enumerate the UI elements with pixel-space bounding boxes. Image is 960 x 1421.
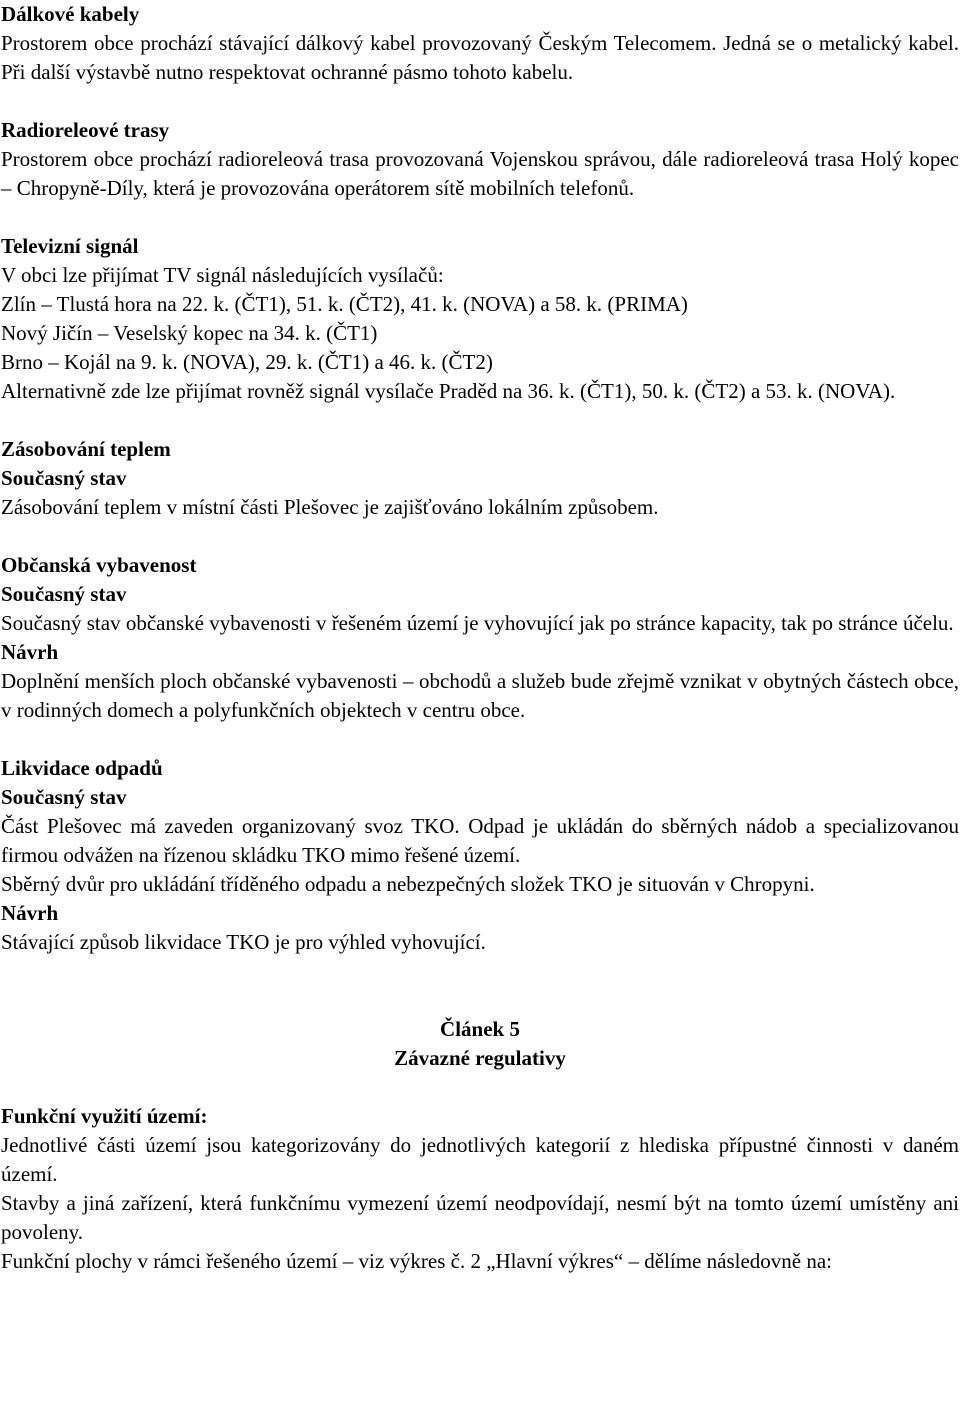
paragraph-obcanska-navrh: Doplnění menších ploch občanské vybavenosti – obchodů a služeb bude zřejmě vznikat v obytných částech obce, v rodinných domech a polyfunkčních objektech v centru obce. [1,669,959,722]
paragraph-dalkove-kabely: Prostorem obce prochází stávající dálkový kabel provozovaný Českým Telecomem. Jedná se o metalický kabel. Při další výstavbě nutno respektovat ochranné pásmo tohoto kabelu. [1,31,959,84]
tv-line-novy-jicin: Nový Jičín – Veselský kopec na 34. k. (ČT1) [1,321,378,345]
heading-likvidace-odpadu: Likvidace odpadů [1,756,163,780]
paragraph-funkcni-2: Stavby a jiná zařízení, která funkčnímu vymezení území neodpovídají, nesmí být na tomto území umístěny ani povoleny. [1,1191,959,1244]
tv-line-zlin: Zlín – Tlustá hora na 22. k. (ČT1), 51. k. (ČT2), 41. k. (NOVA) a 58. k. (PRIMA) [1,292,688,316]
paragraph-funkcni-1: Jednotlivé části území jsou kategorizovány do jednotlivých kategorií z hlediska přípustné činnosti v daném území. [1,1133,959,1186]
article-title: Článek 5 [440,1017,520,1041]
article-subtitle: Závazné regulativy [394,1046,566,1070]
tv-alternative: Alternativně zde lze přijímat rovněž signál vysílače Praděd na 36. k. (ČT1), 50. k. (ČT2) a 53. k. (NOVA). [1,379,896,403]
paragraph-odpad-navrh: Stávající způsob likvidace TKO je pro výhled vyhovující. [1,930,486,954]
heading-funkcni-vyuziti: Funkční využití území: [1,1104,208,1128]
tv-line-brno: Brno – Kojál na 9. k. (NOVA), 29. k. (ČT1) a 46. k. (ČT2) [1,350,493,374]
heading-televizni-signal: Televizní signál [1,234,139,258]
paragraph-funkcni-3: Funkční plochy v rámci řešeného území – viz výkres č. 2 „Hlavní výkres“ – dělíme následovně na: [1,1249,832,1273]
subheading-soucasny-stav-teplo: Současný stav [1,466,127,490]
paragraph-radioreleove-trasy: Prostorem obce prochází radioreleová trasa provozovaná Vojenskou správou, dále radioreleová trasa Holý kopec – Chropyně-Díly, která je provozována operátorem sítě mobilních telefonů. [1,147,959,200]
paragraph-sberny-dvur: Sběrný dvůr pro ukládání tříděného odpadu a nebezpečných složek TKO je situován v Chropyni. [1,872,815,896]
heading-zasobovani-teplem: Zásobování teplem [1,437,171,461]
heading-obcanska-vybavenost: Občanská vybavenost [1,553,197,577]
heading-radioreleove-trasy: Radioreleové trasy [1,118,170,142]
subheading-navrh-odpad: Návrh [1,901,59,925]
paragraph-obcanska-stav: Současný stav občanské vybavenosti v řešeném území je vyhovující jak po stránce kapacity, tak po stránce účelu. [1,611,954,635]
subheading-soucasny-stav-obcanska: Současný stav [1,582,127,606]
subheading-navrh-obcanska: Návrh [1,640,59,664]
subheading-soucasny-stav-odpad: Současný stav [1,785,127,809]
paragraph-zasobovani-teplem: Zásobování teplem v místní části Plešovec je zajišťováno lokálním způsobem. [1,495,659,519]
heading-dalkove-kabely: Dálkové kabely [1,2,140,26]
tv-line-intro: V obci lze přijímat TV signál následujících vysílačů: [1,263,444,287]
paragraph-odpad-stav: Část Plešovec má zaveden organizovaný svoz TKO. Odpad je ukládán do sběrných nádob a specializovanou firmou odvážen na řízenou skládku TKO mimo řešené území. [1,814,959,867]
